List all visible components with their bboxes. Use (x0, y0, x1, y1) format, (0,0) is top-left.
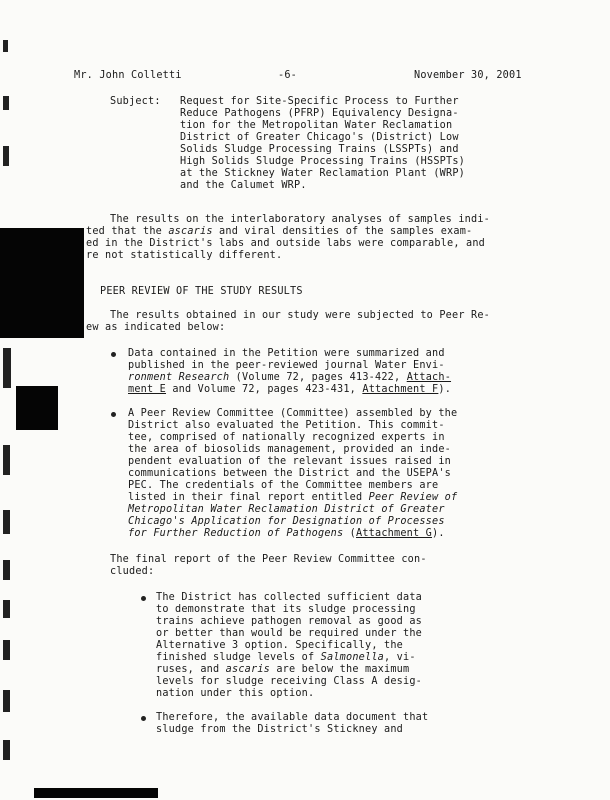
addressee: Mr. John Colletti (74, 70, 182, 81)
bullet-line: Data contained in the Petition were summarized and (128, 348, 445, 359)
paragraph-line: ed in the District's labs and outside labs were comparable, and (86, 238, 486, 249)
quote-line: nation under this option. (156, 688, 315, 699)
text-run: ). (438, 384, 452, 395)
subject-line: Request for Site-Specific Process to Further (180, 96, 459, 107)
bullet-line (128, 384, 451, 396)
paragraph-line: ew as indicated below: (86, 322, 226, 333)
bullet-line (128, 492, 457, 504)
letter-date: November 30, 2001 (414, 70, 522, 81)
margin-mark (3, 640, 10, 660)
quote-line: Alternative 3 option. Specifically, the (156, 640, 404, 651)
margin-mark (3, 348, 11, 388)
text-run: (Volume 72, pages 413-422, (229, 372, 407, 383)
subject-label: Subject: (110, 96, 161, 107)
redaction-block-middle (16, 386, 58, 430)
text-run: , vi- (384, 652, 416, 663)
margin-mark (3, 146, 9, 166)
text-run-italic: Salmonella (320, 652, 385, 663)
paragraph-line: re not statistically different. (86, 250, 283, 261)
text-run: listed in their final report entitled (128, 492, 369, 503)
subject-line: tion for the Metropolitan Water Reclamation (180, 120, 453, 131)
subject-line: Reduce Pathogens (PFRP) Equivalency Designa- (180, 108, 459, 119)
text-run: ruses, and (156, 664, 226, 675)
text-run: and viral densities of the samples exam- (212, 226, 473, 237)
margin-mark (3, 510, 10, 534)
margin-mark (3, 560, 10, 580)
margin-mark (3, 96, 9, 110)
quote-line (156, 664, 409, 676)
subject-line: District of Greater Chicago's (District) Low (180, 132, 459, 143)
quote-line: levels for sludge receiving Class A desig- (156, 676, 423, 687)
bullet-line: PEC. The credentials of the Committee members are (128, 480, 439, 491)
attachment-f-link[interactable]: Attachment F (362, 384, 439, 395)
report-title-line: Metropolitan Water Reclamation District of Greater (128, 504, 445, 515)
subject-line: High Solids Sludge Processing Trains (HSSPTs) (180, 156, 466, 167)
bullet-line: District also evaluated the Petition. This commit- (128, 420, 445, 431)
paragraph-line: cluded: (110, 566, 155, 577)
attachment-g-link[interactable]: Attachment G (356, 528, 433, 539)
margin-mark (3, 690, 10, 712)
section-heading: PEER REVIEW OF THE STUDY RESULTS (100, 286, 303, 297)
margin-mark (3, 740, 10, 760)
text-run: are below the maximum (270, 664, 410, 675)
journal-title: ronment Research (128, 372, 230, 383)
bullet-dot (141, 716, 146, 721)
report-title: Peer Review of (368, 492, 458, 503)
bottom-edge-bar (34, 788, 158, 798)
bullet-line: tee, comprised of nationally recognized experts in (128, 432, 445, 443)
margin-mark (3, 40, 8, 52)
paragraph-line: The results obtained in our study were subjected to Peer Re- (110, 310, 491, 321)
bullet-dot (111, 412, 116, 417)
text-run: and Volume 72, pages 423-431, (166, 384, 363, 395)
attachment-e-link[interactable]: ment E (128, 384, 167, 395)
paragraph-line: The final report of the Peer Review Committee con- (110, 554, 427, 565)
subject-line: at the Stickney Water Reclamation Plant (WRP) (180, 168, 466, 179)
subject-line: Solids Sludge Processing Trains (LSSPTs) and (180, 144, 459, 155)
redaction-block-top (0, 228, 84, 338)
quote-line: trains achieve pathogen removal as good as (156, 616, 423, 627)
bullet-line (128, 528, 445, 540)
margin-mark (3, 600, 10, 618)
report-title: for Further Reduction of Pathogens (128, 528, 344, 539)
text-run-italic: ascaris (225, 664, 271, 675)
bullet-dot (111, 352, 116, 357)
bullet-line: pendent evaluation of the relevant issues raised in (128, 456, 452, 467)
text-run: ( (343, 528, 357, 539)
margin-mark (3, 445, 10, 475)
quote-line: sludge from the District's Stickney and (156, 724, 404, 735)
report-title-line: Chicago's Application for Designation of Processes (128, 516, 445, 527)
text-run: ). (432, 528, 445, 539)
bullet-dot (141, 596, 146, 601)
quote-line: Therefore, the available data document that (156, 712, 429, 723)
quote-line: or better than would be required under the (156, 628, 423, 639)
page-number: -6- (278, 70, 298, 81)
quote-line (156, 652, 416, 664)
text-run-italic: ascaris (168, 226, 213, 237)
subject-line: and the Calumet WRP. (180, 180, 307, 191)
quote-line: The District has collected sufficient data (156, 592, 423, 603)
text-run: finished sludge levels of (156, 652, 321, 663)
bullet-line: A Peer Review Committee (Committee) assembled by the (128, 408, 458, 419)
paragraph-line: The results on the interlaboratory analyses of samples indi- (110, 214, 491, 225)
bullet-line (128, 372, 451, 384)
bullet-line: the area of biosolids management, provided an inde- (128, 444, 452, 455)
bullet-line: communications between the District and the USEPA's (128, 468, 452, 479)
bullet-line: published in the peer-reviewed journal Water Envi- (128, 360, 445, 371)
attachment-e-link[interactable]: Attach- (406, 372, 452, 383)
paragraph-line (86, 226, 472, 238)
text-run: ted that the (86, 226, 169, 237)
quote-line: to demonstrate that its sludge processing (156, 604, 416, 615)
